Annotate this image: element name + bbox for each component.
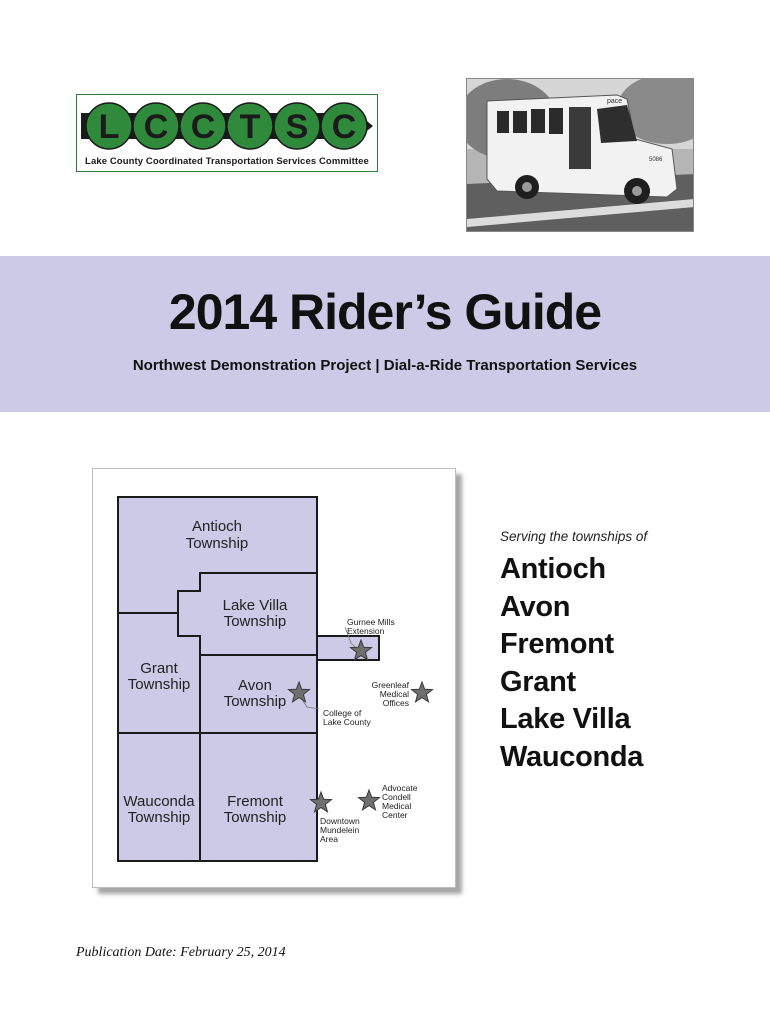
page-subtitle: Northwest Demonstration Project | Dial-a-Ride Transportation Services: [132, 357, 638, 374]
wauconda-label-line2: Township: [127, 809, 191, 826]
bus-photo: [466, 78, 694, 232]
serving-label: Serving the townships of: [500, 529, 648, 544]
greenleaf-star-icon: [412, 682, 433, 702]
college-label-line1: College of: [323, 708, 362, 718]
college-label-line2: Lake County: [323, 717, 371, 727]
township-item: Antioch: [500, 553, 606, 585]
bus-number: 5086: [649, 157, 663, 163]
mundelein-label-line2: Mundelein: [320, 825, 360, 835]
logo-letter: L: [98, 108, 120, 146]
antioch-label-line1: Antioch: [191, 518, 243, 535]
bus-logo-text: pace: [607, 98, 623, 105]
page-title: 2014 Rider’s Guide: [168, 284, 602, 340]
greenleaf-label-line3: Offices: [382, 698, 409, 708]
logo-letter: S: [285, 108, 309, 146]
fremont-label-line1: Fremont: [227, 793, 283, 810]
avon-label-line2: Township: [223, 693, 287, 710]
logo-full-name: Lake County Coordinated Transportation Services Committee: [85, 156, 369, 167]
lcctsc-logo: [76, 94, 378, 172]
gurnee-label-line1: Gurnee Mills: [347, 617, 395, 627]
township-list: [500, 551, 643, 776]
township-item: Lake Villa: [500, 703, 631, 735]
logo-letter: C: [331, 108, 357, 146]
advocate-label-line4: Center: [382, 810, 408, 820]
advocate-label-line3: Medical: [382, 801, 412, 811]
fremont-label-line2: Township: [223, 809, 287, 826]
publication-date: Publication Date: February 25, 2014: [76, 945, 286, 960]
grant-label-line2: Township: [127, 676, 191, 693]
township-item: Wauconda: [500, 740, 644, 773]
logo-letter: T: [239, 108, 261, 146]
wauconda-label-line1: Wauconda: [123, 793, 195, 810]
greenleaf-label-line1: Greenleaf: [371, 680, 409, 690]
logo-letter: C: [143, 108, 169, 146]
logo-letter: C: [190, 108, 216, 146]
avon-label-line1: Avon: [238, 677, 272, 694]
lake-villa-label-line1: Lake Villa: [222, 597, 288, 614]
advocate-star-icon: [359, 790, 380, 810]
advocate-label-line2: Condell: [382, 792, 411, 802]
antioch-label-line2: Township: [185, 535, 249, 552]
mundelein-label-line1: Downtown: [320, 816, 360, 826]
lake-villa-label-line2: Township: [223, 613, 287, 630]
grant-label-line1: Grant: [140, 660, 178, 677]
township-item: Grant: [500, 665, 576, 698]
mundelein-label-line3: Area: [320, 834, 338, 844]
township-item: Fremont: [500, 628, 614, 660]
greenleaf-label-line2: Medical: [379, 689, 409, 699]
advocate-label-line1: Advocate: [382, 783, 418, 793]
service-area-map: [92, 468, 456, 888]
gurnee-label-line2: Extension: [347, 626, 385, 636]
township-item: Avon: [500, 590, 571, 623]
